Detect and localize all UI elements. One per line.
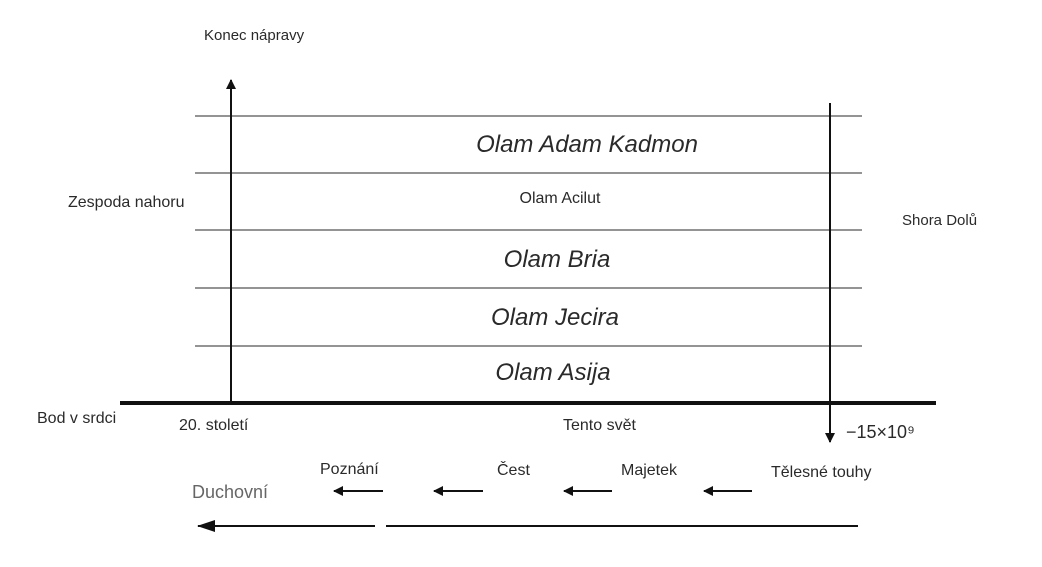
stage-bodily-desires: Tělesné touhy bbox=[771, 464, 872, 481]
world-label-asija: Olam Asija bbox=[495, 359, 611, 386]
world-label-adam-kadmon: Olam Adam Kadmon bbox=[476, 131, 698, 158]
top-axis-label: Konec nápravy bbox=[204, 27, 305, 44]
time-value-label: −15×10⁹ bbox=[846, 422, 915, 442]
world-label-jecira: Olam Jecira bbox=[490, 304, 620, 331]
stage-spiritual: Duchovní bbox=[192, 482, 269, 502]
world-label-acilut: Olam Acilut bbox=[519, 190, 601, 207]
left-side-label: Zespoda nahoru bbox=[68, 194, 185, 211]
bottom-left-label: Bod v srdci bbox=[37, 410, 117, 427]
right-side-label: Shora Dolů bbox=[902, 212, 978, 229]
this-world-label: Tento svět bbox=[563, 417, 636, 434]
world-label-bria: Olam Bria bbox=[503, 246, 611, 273]
century-label: 20. století bbox=[179, 417, 249, 434]
stage-knowledge: Poznání bbox=[320, 461, 379, 478]
stage-honor: Čest bbox=[497, 462, 530, 479]
stage-wealth: Majetek bbox=[621, 462, 678, 479]
